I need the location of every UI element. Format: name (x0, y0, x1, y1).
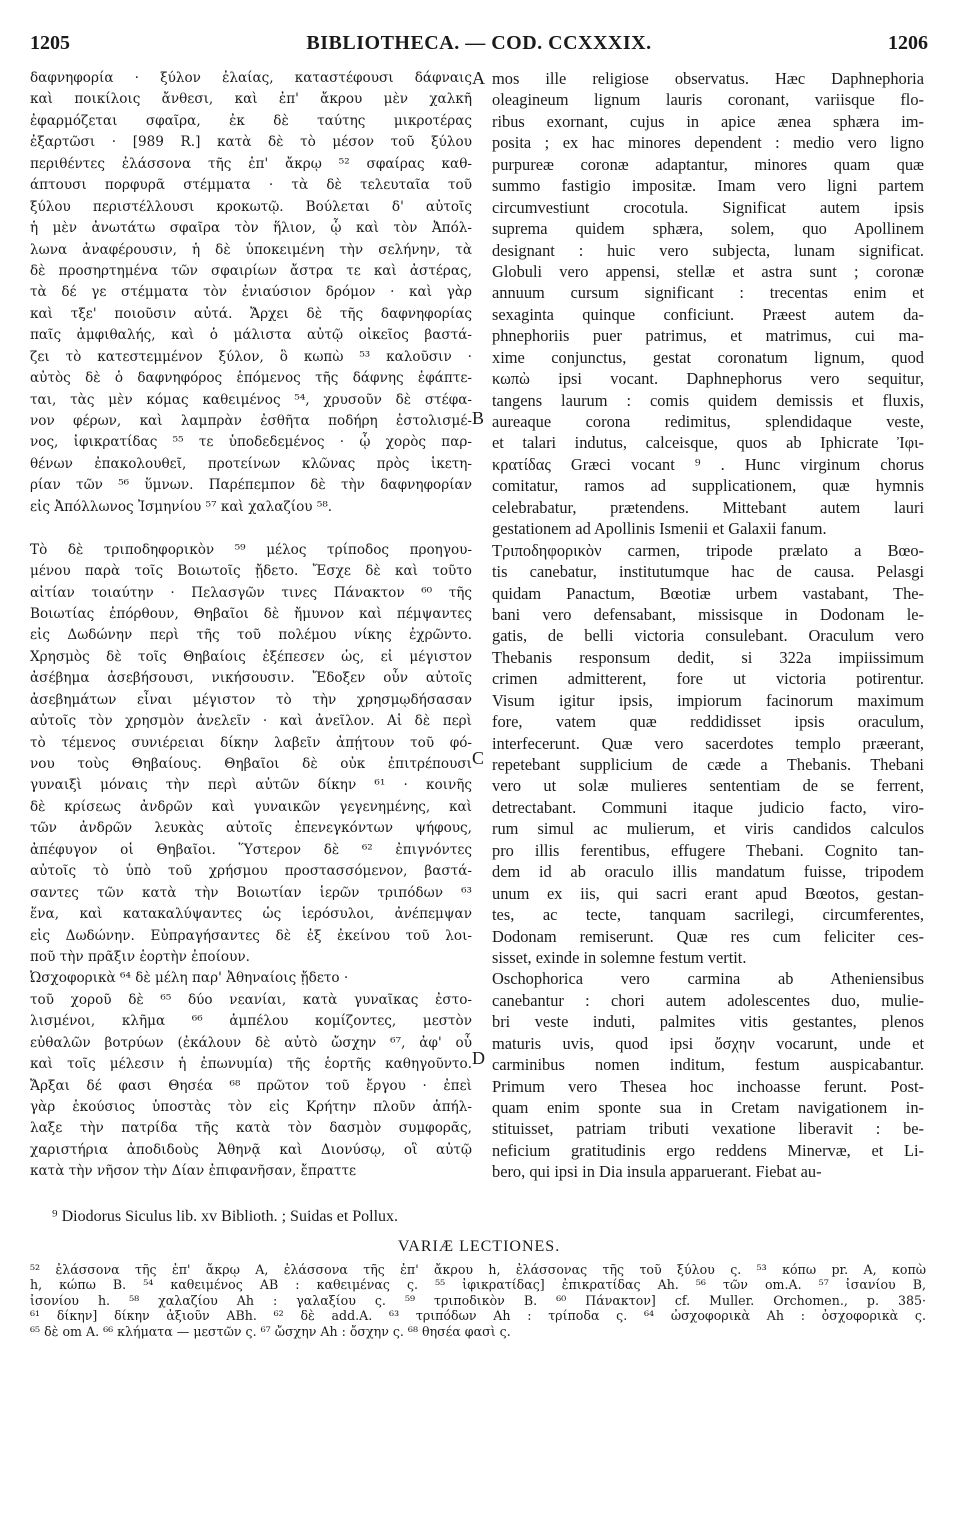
text-line: κωπὼ ipsi vocant. Daphnephorus vero sequitur, (492, 369, 924, 389)
variant-readings (30, 1262, 926, 1339)
text-line: δὲ προσηρτημένα τῶν σφαιρίων ἄστρα τε καὶ ἀστέρας, (30, 262, 472, 279)
text-line: tangens laurum : comis quidem demissis et fluxis, (492, 390, 924, 410)
text-line: interfecerunt. Quæ vero sacerdotes templo præerant, (492, 733, 924, 753)
text-line: fore, vatem quæ reddidisset ipsis oraculum, (492, 712, 924, 732)
text-line: Ὠσχοφορικὰ ⁶⁴ δὲ μέλη παρ' Ἀθηναίοις ᾔδετο · (30, 970, 349, 987)
page-number-right: 1206 (888, 32, 928, 54)
running-header (30, 32, 928, 62)
text-line: ρίαν τῶν ⁵⁶ ὕμνων. Παρέπεμπον δὲ τὴν δαφνηφορίαν (30, 477, 472, 494)
text-line: Thebanis responsum dedit, si 322a impiissimum (492, 647, 924, 667)
text-line: λαξε τὴν πατρίδα τῆς κατὰ τὸν δασμὸν συμφορᾶς, (30, 1120, 472, 1137)
text-line: tes, ac tecte, tanquam sacrilegi, circumferentes, (492, 905, 924, 925)
text-line: νος, ἰφικρατίδας ⁵⁵ τε ὑποδεδεμένος · ᾧ χορὸς παρ- (30, 434, 472, 451)
text-line: Τὸ δὲ τριποδηφορικὸν ⁵⁹ μέλος τρίποδος προηγου- (30, 541, 472, 558)
text-line: γυναιξὶ μόναις τὴν περὶ αὐτῶν δίκην ⁶¹ · κοινῆς (30, 777, 472, 794)
text-line: xime conjunctus, gestat coronatum lignum, quod (492, 347, 924, 367)
text-line: λωνα ἀναφέρουσιν, ἡ δὲ ὑποκειμένη τὴν σελήνην, τὰ (30, 241, 472, 258)
text-line: ται, τὰς μὲν κόμας καθειμένος ⁵⁴, χρυσοῦν δὲ στέφα- (30, 391, 472, 408)
text-line: Ἄρξαι δέ φασι Θησέα ⁶⁸ πρῶτον τοῦ ἔργου · ἐπεὶ (30, 1077, 472, 1094)
text-line: περιθέντες ἐλάσσονα τῆς ἐπ' ἄκρῳ ⁵² σφαίρας καθ- (30, 155, 472, 172)
text-line: unum ex iis, qui sacri erant apud Bœotos, gestan- (492, 883, 924, 903)
text-line: sexaginta quinque conficiunt. Præest autem da- (492, 304, 924, 324)
text-line: quidam Panactum, Bœotiæ urbem vastabant, The- (492, 583, 924, 603)
text-line: τὰ δέ γε στέμματα τὸν ἐνιαύσιον δρόμον · καὶ γὰρ (30, 284, 472, 301)
text-line: αὐτοῖς τὸν χρησμὸν ἀνελεῖν · καὶ ἀνεῖλον. Αἱ δὲ περὶ (30, 713, 472, 730)
variants-heading: VARIÆ LECTIONES. (397, 1238, 561, 1255)
text-line: Τριποδηφορικὸν carmen, tripode prælato a Bœo- (492, 540, 924, 560)
text-line: σαντες τῶν κατὰ τὴν Βοιωτίαν ἱερῶν τριπόδων ⁶³ (30, 884, 472, 901)
text-line: καὶ ποικίλοις ἄνθεσι, καὶ ἐπ' ἄκρου μὲν χαλκῆ (30, 91, 472, 108)
text-line: Visum igitur ipsis, impiorum facinorum maximum (492, 690, 924, 710)
text-line: Βοιωτίας ἐπόρθουν, Θηβαῖοι δὲ ἤμυνον καὶ πέμψαντες (30, 605, 472, 622)
text-line: γὰρ ἑκούσιος ὑποστὰς τὸν εἰς Κρήτην πλοῦν ἀπήλ- (30, 1099, 472, 1115)
text-line: carminibus nomen inditum, festum auspicabantur. (492, 1055, 924, 1075)
text-line: ἀσεβημάτων εἶναι μέγιστον τὸ τὴν χρησμῳδήσασαν (30, 691, 472, 708)
text-line: δὲ κρίσεως ἀνδρῶν καὶ γυναικῶν γεγενημένης, καὶ (30, 798, 472, 815)
text-line: χαριστήρια ἀποδιδοὺς Ἀθηνᾷ καὶ Διονύσῳ, οἳ αὐτῷ (30, 1141, 472, 1158)
text-line: ⁵² ἐλάσσονα τῆς ἐπ' ἄκρῳ A, ἐλάσσονα τῆς ἐπ' ἄκρου h, ἐλάσσονας τῆς τοῦ ξύλου ς. ⁵³ κόπω pr. A, κοπὼ (30, 1262, 926, 1277)
running-title: BIBLIOTHECA. — COD. CCXXXIX. (306, 32, 652, 54)
text-line: τῶν ἀνδρῶν λευκὰς αὐτοῖς ἐπενεγκόντων ψήφους, (30, 820, 472, 837)
text-line: ⁶¹ δίκην] δίκην ἀξιοῦν ABh. ⁶² δὲ add.A. ⁶³ τριπόδων Ah : τρίποδα ς. ⁶⁴ ὠσχοφορικὰ Ah : ὀσχοφορικὰ ς. (30, 1308, 926, 1324)
text-line: ἐφαρμόζεται σφαῖρα, ἐκ δὲ ταύτης μικροτέρας (30, 112, 472, 129)
text-line: τὸ τέμενος συνιέρειαι δίκην λαβεῖν ἀπῄτουν τοῦ φό- (30, 734, 472, 751)
text-line: ξύλου περιστέλλουσι κροκωτῷ. Βούλεται δ' αὐτοῖς (30, 198, 472, 215)
text-line: bero, qui ipsi in Dia insula apparuerant. Fiebat au- (492, 1162, 822, 1182)
text-line: ζει τὸ κατεστεμμένον ξύλον, ὃ κωπὼ ⁵³ καλοῦσιν · (30, 348, 472, 365)
text-line: purpureæ coronæ adaptantur, minores quam quæ (492, 154, 924, 174)
text-line: κατὰ τὴν νῆσον τὴν Δίαν ἐπιφανῆσαν, ἔπραττε (30, 1163, 357, 1180)
text-line: circumvestiunt crocotula. Significat autem ipsis (492, 197, 924, 217)
text-line: et talari indutus, calceisque, quos ab Iphicrate Ἰφι- (492, 433, 924, 453)
text-line: posita ; ex hac minores dependent : medio vero ligno (492, 133, 924, 153)
greek-text-column (30, 68, 472, 1183)
text-line: δαφνηφορία · ξύλον ἐλαίας, καταστέφουσι δάφναις (30, 70, 472, 86)
text-line: quam enim sponte sua in Cretam navigationem in- (492, 1098, 924, 1117)
text-line: ἀσέβημα ἀσεβήσουσι, νικήσουσιν. Ἔδοξεν οὖν αὐτοῖς (30, 670, 472, 687)
text-line: ⁶⁵ δὲ om A. ⁶⁶ κλήματα — μεστῶν ς. ⁶⁷ ὤσχην Ah : ὄσχην ς. ⁶⁸ θησέα φασὶ ς. (30, 1323, 511, 1339)
text-line: μένου παρὰ τοῖς Βοιωτοῖς ᾔδετο. Ἔσχε δὲ καὶ τοῦτο (30, 563, 472, 580)
text-line: summo fastigio impositæ. Imam vero ligni partem (492, 176, 924, 196)
text-line: καὶ τοῖς μέλεσιν ἡ ἐπωνυμία) τῆς ἑορτῆς καθηγοῦντο. (30, 1056, 472, 1073)
text-line: annuum cursum significant : trecentas enim et (492, 283, 924, 303)
text-line: ἰσονίου h. ⁵⁸ χαλαζίου Ah : γαλαξίου ς. ⁵⁹ τριποδικὸν B. ⁶⁰ Πάνακτον] cf. Muller. Orchomen., p. 385· (30, 1292, 926, 1308)
text-line: εὐθαλῶν βοτρύων (ἐκάλουν δὲ αὐτὸ ὤσχην ⁶⁷, ἀφ' οὗ (30, 1034, 472, 1051)
text-line: Dodonam remiserunt. Quæ res cum feliciter ces- (492, 926, 924, 946)
latin-text-column (492, 68, 924, 1183)
text-line (30, 518, 472, 539)
text-line: εἰς Ἀπόλλωνος Ἰσμηνίου ⁵⁷ καὶ χαλαζίου ⁵⁸. (30, 498, 333, 515)
text-line: dem id ab oraculo illis mandatum fuisse, tripodem (492, 862, 924, 882)
text-line: Χρησμὸς δὲ τοῖς Θηβαίοις ἐξέπεσεν ὡς, εἰ μέγιστον (30, 648, 472, 665)
page-number-left: 1205 (30, 32, 70, 54)
text-line: αἰτίαν τοιαύτην · Πελασγῶν τινες Πάνακτον ⁶⁰ τῆς (30, 584, 472, 601)
text-line: aureaque corona redimitus, splendidaque veste, (492, 412, 924, 431)
text-line: ποῦ τὴν πρᾶξιν ἑορτὴν ἐποίουν. (30, 948, 250, 965)
section-marker-b: B (472, 408, 485, 428)
text-line: pro illis ferentibus, effugere Thebani. Cognito tan- (492, 840, 924, 860)
text-line: εἰς Δωδώνην περὶ τῆς τοῦ πολέμου νίκης ἐχρῶντο. (30, 627, 472, 644)
text-line: rum simul ac mulierum, et viris candidos calculos (492, 819, 924, 839)
text-line: maturis uvis, quod ipsi ὄσχην vocarunt, unde et (492, 1033, 924, 1053)
text-line: h, κώπω B. ⁵⁴ καθειμένος AB : καθειμένας ς. ⁵⁵ ἰφικρατίδας] ἐπικρατίδας Ah. ⁵⁶ τῶν om.A. ⁵⁷ ἰσανίου B, (30, 1277, 926, 1293)
text-line: τοῦ χοροῦ δὲ ⁶⁵ δύο νεανίαι, κατὰ γυναῖκας ἐστο- (30, 991, 472, 1008)
text-line: νου τοὺς Θηβαίους. Θηβαῖοι δὲ οὐκ ἐπιτρέπουσι (30, 756, 472, 772)
text-line: αὐτοῖς τὸ ὑπὸ τοῦ χρήσμου προστασσόμενον, βαστά- (30, 863, 472, 880)
section-marker-d: D (472, 1048, 485, 1068)
text-line: Oschophorica vero carmina ab Atheniensibus (492, 969, 924, 989)
text-line: ἀπέφυγον οἱ Θηβαῖοι. Ὕστερον δὲ ⁶² ἐπιγνόντες (30, 841, 472, 858)
text-line: gatis, de belli victoria consulebant. Oraculum vero (492, 626, 924, 646)
text-line: celebrabatur, prætendens. Mittebant autem lauri (492, 497, 924, 517)
text-line: crimen admitterent, fore ut victoria potirentur. (492, 669, 924, 689)
text-line: bri veste induti, palmites vitis gestantes, plenos (492, 1012, 924, 1032)
text-line: tis canebatur, institutumque hac de causa. Pelasgi (492, 562, 924, 582)
text-line: θένων ἐπακολουθεῖ, προτείνων κλῶνας πρὸς ἱκετη- (30, 455, 472, 472)
text-line: neficium gratitudinis ergo reddens Minervæ, et Li- (492, 1140, 924, 1160)
text-line: mos ille religiose observatus. Hæc Daphnephoria (492, 69, 924, 88)
text-line: ἡ μὲν ἀνωτάτω σφαῖρα τὸν ἥλιον, ᾧ καὶ τὸν Ἀπόλ- (30, 220, 472, 237)
text-line: bani vero defensabant, missisque in Dodonam le- (492, 604, 924, 624)
text-line: vero ut solæ mulieres sententiam de se ferrent, (492, 776, 924, 796)
text-line: gestationem ad Apollinis Ismenii et Galaxii fanum. (492, 519, 827, 539)
text-line: ribus exornant, cujus in apice ænea sphæra im- (492, 111, 924, 131)
text-line: παῖς ἀμφιθαλής, καὶ ὁ μάλιστα αὐτῷ οἰκεῖος βαστά- (30, 327, 472, 344)
text-line: ἕνα, καὶ κατακαλύψαντες ὡς ἱερόσυλοι, ἀνέπεμψαν (30, 906, 472, 923)
footnote: ⁹ Diodorus Siculus lib. xv Biblioth. ; Suidas et Pollux. (52, 1208, 399, 1225)
text-line: canebantur : chori autem adolescentes duo, mulie- (492, 990, 924, 1010)
text-line: Primum vero Thesea hoc inchoasse ferunt. Post- (492, 1076, 924, 1096)
text-line: άπτουσι πορφυρᾶ στέμματα · τὰ δὲ τελευταῖα τοῦ (30, 177, 472, 194)
text-line: ἐξαρτῶσι · [989 R.] κατὰ δὲ τὸ μέσον τοῦ ξύλου (30, 134, 472, 151)
text-line: καὶ τξε' ποιοῦσιν αὐτά. Ἄρχει δὲ τῆς δαφνηφορίας (30, 305, 472, 322)
section-marker-a: A (472, 68, 485, 88)
text-line: stituisset, patriam tributi vexatione liberavit : be- (492, 1119, 924, 1139)
text-line: νον φέρων, καὶ λαμπρὰν ἐσθῆτα ποδήρη ἐστολισμέ- (30, 413, 472, 429)
text-line: εἰς Δωδώνην. Εὐπραγήσαντες δὲ ἐξ ἐκείνου τοῦ λοι- (30, 927, 472, 944)
section-marker-c: C (472, 748, 485, 768)
text-line: suprema quidem sphæra, solem, quo Apollinem (492, 219, 924, 239)
text-line: detrectabant. Communi itaque judicio facto, viro- (492, 797, 924, 817)
text-line: λισμένοι, κλῆμα ⁶⁶ ἀμπέλου κομίζοντες, μεστὸν (30, 1013, 472, 1030)
text-line: phnephoriis puer patrimus, et matrimus, cui ma- (492, 326, 924, 346)
text-line: comitatur, ramos ad supplicationem, quæ hymnis (492, 476, 924, 496)
text-line: κρατίδας Græci vocant ⁹ . Hunc virginum chorus (492, 454, 924, 474)
text-line: repetebant supplicium de cæde a Thebanis. Thebani (492, 755, 924, 774)
text-line: oleagineum lignum lauris coronant, variisque flo- (492, 90, 924, 110)
text-line: designant : huic vero subjecta, lunam significat. (492, 240, 924, 260)
text-line: sisset, exinde in solemne festum vertit. (492, 947, 747, 967)
text-line: Globuli vero appensi, stellæ et astra sunt ; coronæ (492, 261, 924, 281)
text-line: αὐτὸς δὲ ὁ δαφνηφόρος ἑπόμενος τῆς δάφνης ἐφάπτε- (30, 370, 472, 387)
